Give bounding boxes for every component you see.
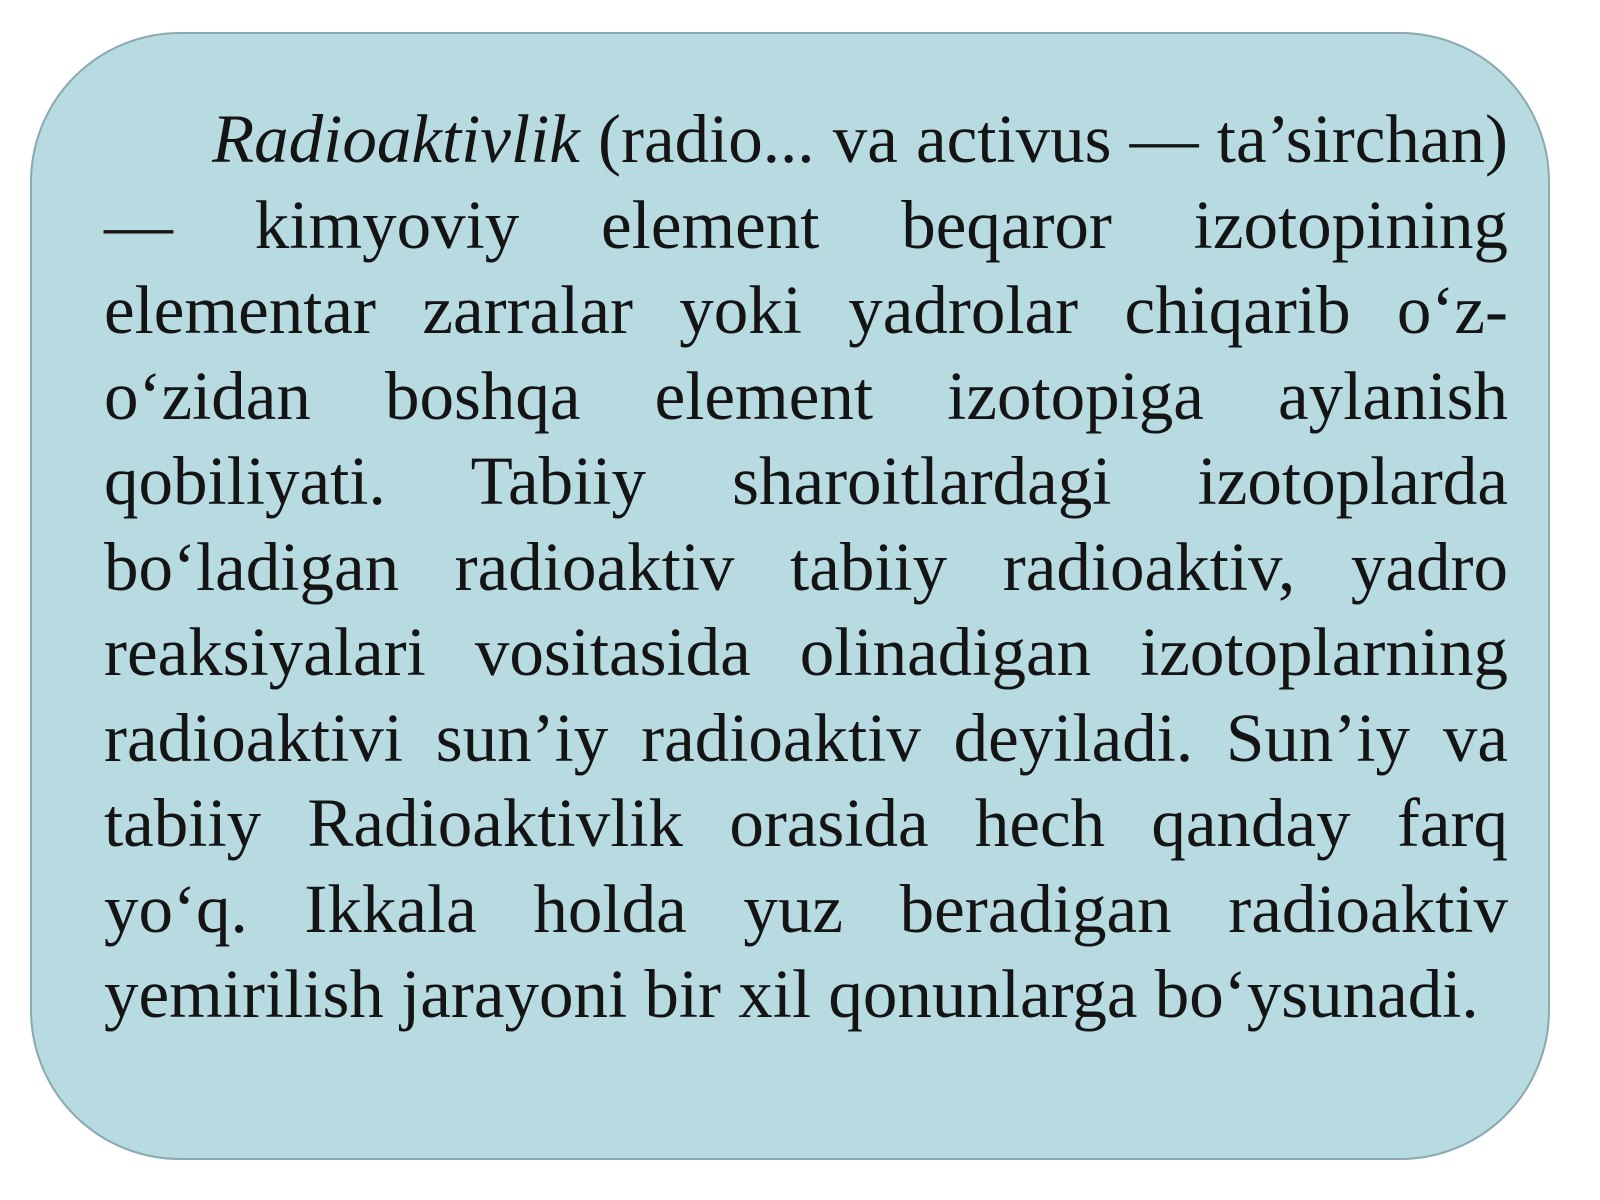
definition-body: (radio... va activus — ta’sirchan) — kimyoviy element beqaror izotopining elementar zarralar yoki yadrolar chiqarib o‘z-o‘zidan boshqa element izotopiga aylanish qobiliyati. Tabiiy sharoitlardagi izotoplarda bo‘ladigan radioaktiv tabiiy radioaktiv, yadro reaksiyalari vositasida olinadigan izotoplarning radioaktivi sun’iy radioaktiv deyiladi. Sun’iy va tabiiy Radioaktivlik orasida hech qanday farq yo‘q. Ikkala holda yuz beradigan radioaktiv yemirilish jarayoni bir xil qonunlarga bo‘ysunadi. [104, 101, 1508, 1032]
definition-paragraph [104, 97, 1508, 1038]
definition-term: Radioaktivlik [212, 101, 580, 177]
